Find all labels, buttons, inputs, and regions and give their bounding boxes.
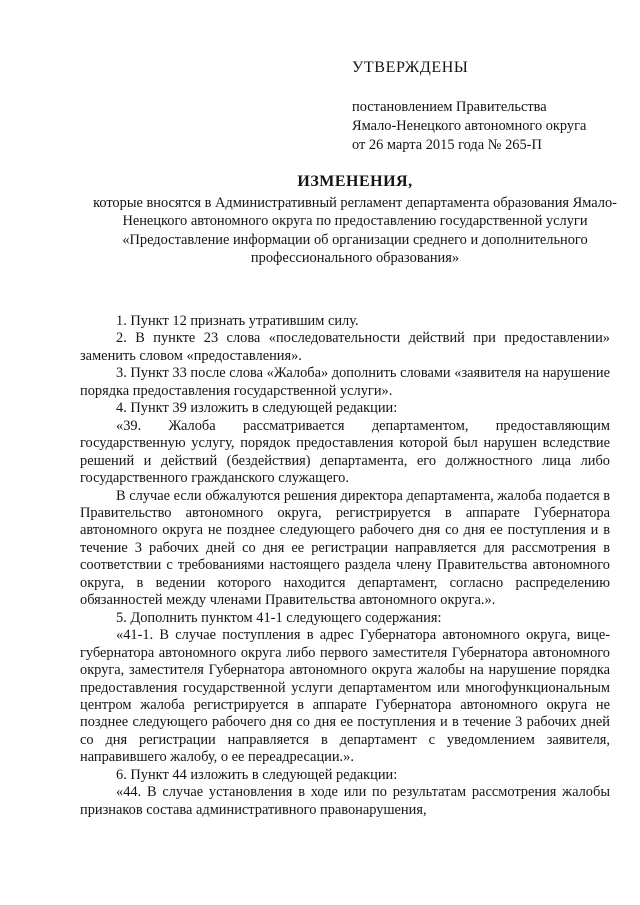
document-title: ИЗМЕНЕНИЯ, [297, 173, 413, 190]
document-body [80, 313, 610, 819]
paragraph: 4. Пункт 39 изложить в следующей редакции: [116, 400, 398, 417]
paragraph: «41-1. В случае поступления в адрес Губернатора автономного округа, вице-губернатора автономного округа либо первого заместителя Губернатора автономного округа, заместителя Губернатора автономного округа жалобы на нарушение порядка предоставления государственной услуги департаментом или многофункциональным центром жалоба регистрируется в аппарате Губернатора автономного округа не позднее следующего рабочего дня со дня ее поступления и в течение 3 рабочих дней со дня регистрации направляется в департамент с уведомлением заявителя, направившего жалобу, о ее переадресации.». [80, 627, 610, 766]
paragraph: 2. В пункте 23 слова «последовательности действий при предоставлении» заменить словом «предоставления». [80, 330, 610, 364]
approval-line: Ямало-Ненецкого автономного округа [352, 118, 587, 134]
approval-line: от 26 марта 2015 года № 265-П [352, 137, 542, 153]
paragraph: 1. Пункт 12 признать утратившим силу. [116, 313, 359, 329]
paragraph: 3. Пункт 33 после слова «Жалоба» дополнить словами «заявителя на нарушение порядка предоставления государственной услуги». [80, 365, 610, 399]
document-subtitle: которые вносятся в Административный регламент департамента образования Ямало-Ненецкого автономного округа по предоставлению государственной услуги «Предоставление информации об организации среднего и дополнительного профессионального образования» [93, 194, 617, 267]
paragraph: 6. Пункт 44 изложить в следующей редакции: [116, 766, 398, 783]
document-heading [90, 173, 620, 268]
paragraph: 5. Дополнить пунктом 41-1 следующего содержания: [116, 609, 442, 626]
paragraph: «44. В случае установления в ходе или по результатам рассмотрения жалобы признаков состава административного правонарушения, [80, 784, 610, 818]
approval-title: УТВЕРЖДЕНЫ [352, 59, 469, 76]
approval-line: постановлением Правительства [352, 99, 547, 115]
approval-block [352, 58, 622, 155]
paragraph: В случае если обжалуются решения директора департамента, жалоба подается в Правительство автономного округа, регистрируется в аппарате Губернатора автономного округа не позднее следующего рабочего дня со дня ее поступления и в течение 3 рабочих дней со дня ее регистрации направляется для рассмотрения в соответствии с требованиями настоящего раздела члену Правительства автономного округа, в ведении которого находится департамент, согласно распределению обязанностей между членами Правительства автономного округа.». [80, 487, 610, 609]
paragraph: «39. Жалоба рассматривается департаментом, предоставляющим государственную услугу, порядок предоставления которой был нарушен вследствие решений и действий (бездействия) департамента, его должностного лица либо государственного гражданского служащего. [80, 417, 610, 487]
